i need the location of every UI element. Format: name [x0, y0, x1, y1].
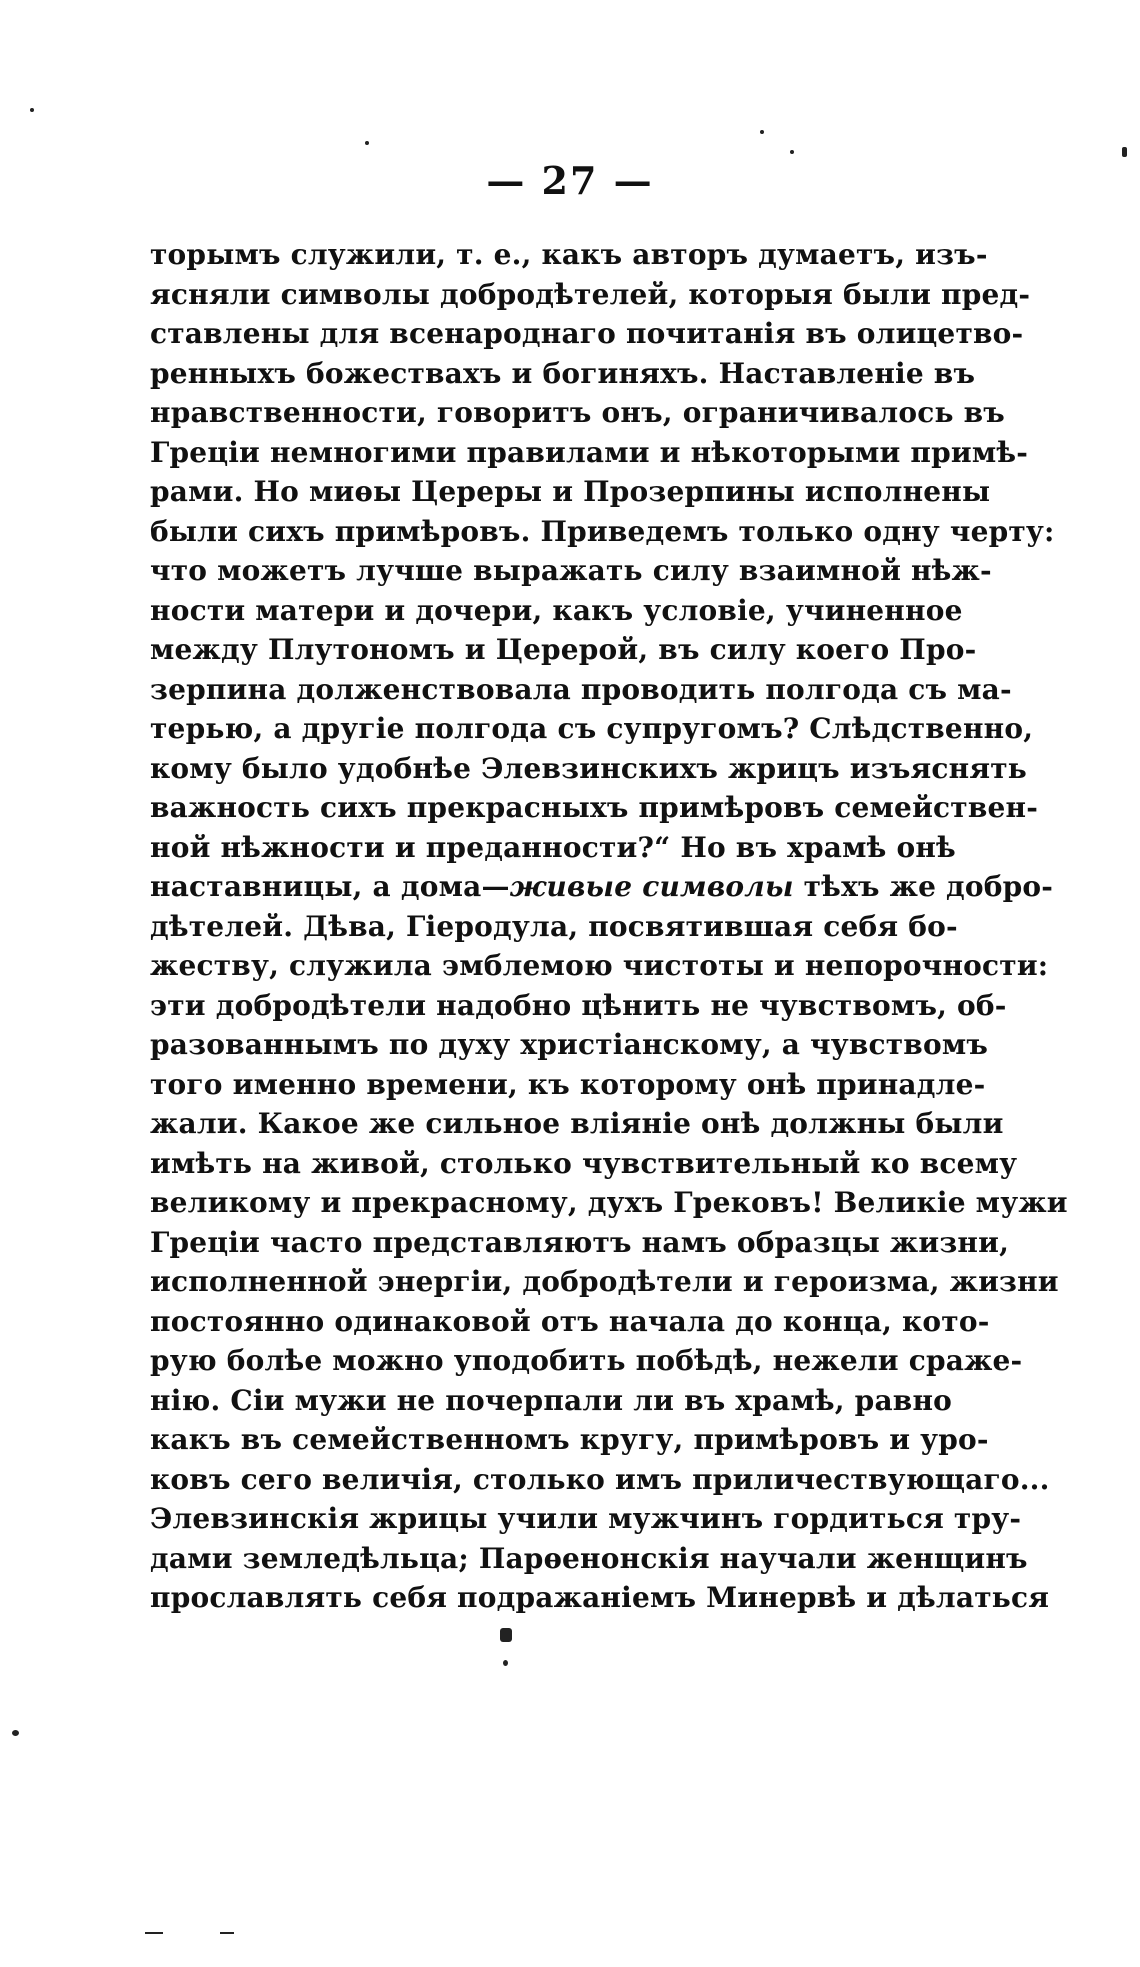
text-line: ставлены для всенароднаго почитанія въ олицетво-: [150, 317, 1024, 350]
text-line: ковъ сего величія, столько имъ приличествующаго...: [150, 1462, 1050, 1496]
text-line-with-italic: [150, 867, 1054, 907]
text-line: великому и прекрасному, духъ Грековъ! Великіе мужи: [150, 1186, 1068, 1219]
text-line: имѣть на живой, столько чувствительный ко всему: [150, 1146, 1018, 1180]
text-line: Элевзинскія жрицы учили мужчинъ гордиться тру-: [150, 1502, 1022, 1535]
text-line: что можетъ лучше выражать силу взаимной нѣж-: [150, 554, 992, 587]
text-line: жали. Какое же сильное вліяніе онѣ должны были: [150, 1107, 1004, 1140]
text-line: Греціи часто представляютъ намъ образцы жизни,: [150, 1225, 1010, 1259]
text-line: зерпина долженствовала проводить полгода съ ма-: [150, 672, 1012, 706]
text-line: дѣтелей. Дѣва, Гіеродула, посвятившая себя бо-: [150, 909, 958, 943]
text-line: постоянно одинаковой отъ начала до конца, кото-: [150, 1304, 990, 1338]
text-line: важность сихъ прекрасныхъ примѣровъ семействен-: [150, 791, 1039, 824]
scan-speck: [220, 1932, 234, 1934]
scan-speck: [500, 1628, 512, 1642]
text-line: жеству, служила эмблемою чистоты и непорочности:: [150, 949, 1049, 982]
text-line: нравственности, говоритъ онъ, ограничивалось въ: [150, 396, 1005, 429]
text-line: кому было удобнѣе Элевзинскихъ жрицъ изъяснять: [150, 751, 1027, 785]
text-line: рую болѣе можно уподобить побѣдѣ, нежели сраже-: [150, 1344, 1023, 1377]
scan-speck: [760, 130, 764, 134]
text-line: ренныхъ божествахъ и богиняхъ. Наставленіе въ: [150, 356, 976, 390]
text-line: прославлять себя подражаніемъ Минервѣ и дѣлаться: [150, 1581, 1050, 1614]
italic-phrase: живые символы: [509, 870, 794, 903]
text-line-start: наставницы, а дома—: [150, 870, 510, 903]
text-line: ясняли символы добродѣтелей, которыя были пред-: [150, 277, 1031, 311]
scan-speck: [1122, 147, 1127, 157]
body-text: [150, 235, 1068, 1618]
text-line: нію. Сіи мужи не почерпали ли въ храмѣ, равно: [150, 1383, 953, 1417]
text-line: дами земледѣльца; Парѳенонскія научали женщинъ: [150, 1541, 1028, 1575]
scan-speck: [365, 141, 369, 145]
scan-speck: [12, 1730, 19, 1736]
text-line: Греціи немногими правилами и нѣкоторыми примѣ-: [150, 435, 1029, 469]
text-line: исполненной энергіи, добродѣтели и героизма, жизни: [150, 1265, 1059, 1298]
scan-speck: [30, 108, 34, 112]
page-number: — 27 —: [486, 158, 654, 203]
scan-speck: [145, 1932, 163, 1934]
text-line: эти добродѣтели надобно цѣнить не чувствомъ, об-: [150, 988, 1007, 1022]
scan-speck: [503, 1660, 508, 1666]
text-line: ной нѣжности и преданности?“ Но въ храмѣ онѣ: [150, 830, 956, 864]
text-line: того именно времени, къ которому онѣ принадле-: [150, 1067, 986, 1101]
text-line: терью, а другіе полгода съ супругомъ? Слѣдственно,: [150, 712, 1034, 745]
text-line: какъ въ семейственномъ кругу, примѣровъ и уро-: [150, 1423, 989, 1456]
text-line: торымъ служили, т. е., какъ авторъ думаетъ, изъ-: [150, 238, 988, 271]
text-line: между Плутономъ и Церерой, въ силу коего Про-: [150, 633, 977, 666]
text-line: были сихъ примѣровъ. Приведемъ только одну черту:: [150, 514, 1055, 548]
text-line-end: тѣхъ же добро-: [793, 870, 1054, 903]
text-line: рами. Но миѳы Цереры и Прозерпины исполнены: [150, 475, 991, 508]
scan-speck: [790, 150, 794, 154]
text-line: разованнымъ по духу христіанскому, а чувствомъ: [150, 1028, 989, 1061]
text-line: ности матери и дочери, какъ условіе, учиненное: [150, 593, 963, 627]
